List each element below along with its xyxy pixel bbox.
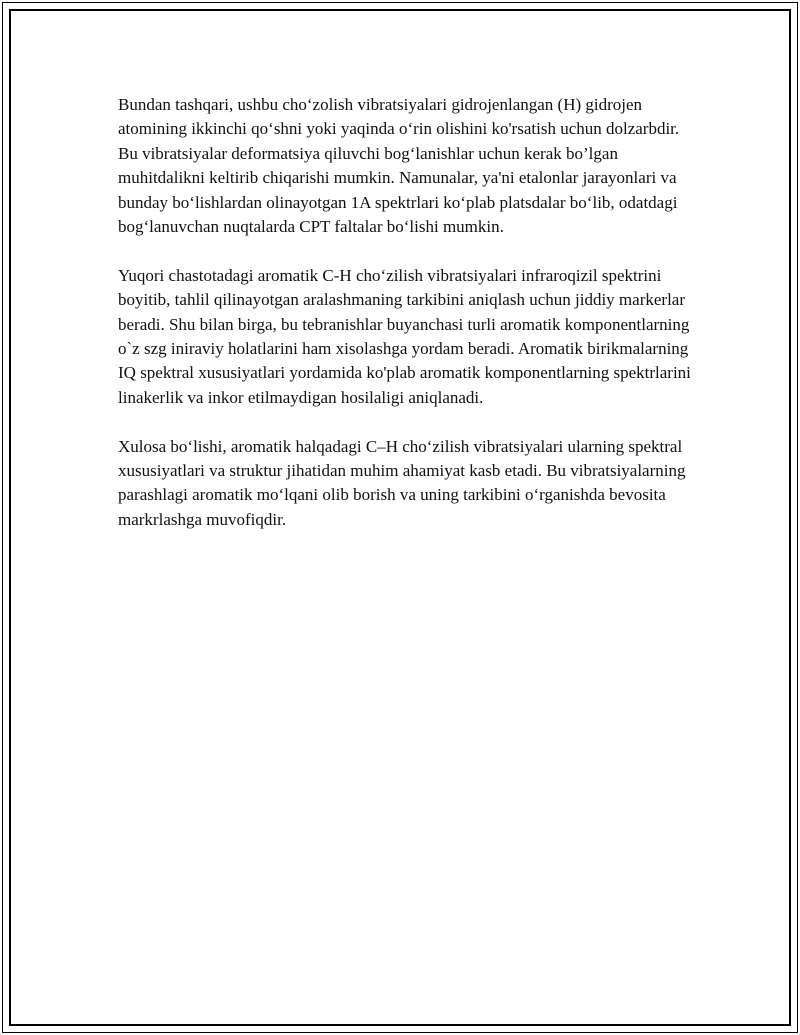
paragraph-2: Yuqori chastotadagi aromatik C-H cho‘zilish vibratsiyalari infraroqizil spektrini boyitib, tahlil qilinayotgan aralashmaning tarkibini aniqlash uchun jiddiy markerlar beradi. Shu bilan birga, bu tebranishlar buyanchasi turli aromatik komponentlarning o`z szg iniraviy holatlarini ham xisolashga yordam beradi. Aromatik birikmalarning IQ spektral xususiyatlari yordamida ko'plab aromatik komponentlarning spektrlarini linakerlik va inkor etilmaydigan hosilaligi aniqlanadi. bbox=[118, 265, 691, 407]
paragraph-1: Bundan tashqari, ushbu cho‘zolish vibratsiyalari gidrojenlangan (H) gidrojen atomining ikkinchi qo‘shni yoki yaqinda o‘rin olishini ko'rsatish uchun dolzarbdir. Bu vibratsiyalar deformatsiya qiluvchi bog‘lanishlar uchun kerak bo’lgan muhitdalikni keltirib chiqarishi mumkin. Namunalar, ya'ni etalonlar jarayonlari va bunday bo‘lishlardan olinayotgan 1A spektrlari ko‘plab platsdalar bo‘lib, odatdagi bog‘lanuvchan nuqtalarda CPT faltalar bo‘lishi mumkin. bbox=[118, 95, 680, 237]
document-body bbox=[118, 93, 698, 557]
paragraph-3: Xulosa bo‘lishi, aromatik halqadagi C–H cho‘zilish vibratsiyalari ularning spektral xususiyatlari va struktur jihatidan muhim ahamiyat kasb etadi. Bu vibratsiyalarning parashlagi aromatik mo‘lqani olib borish va uning tarkibini o‘rganishda bevosita markrlashga muvofiqdir. bbox=[118, 436, 686, 529]
